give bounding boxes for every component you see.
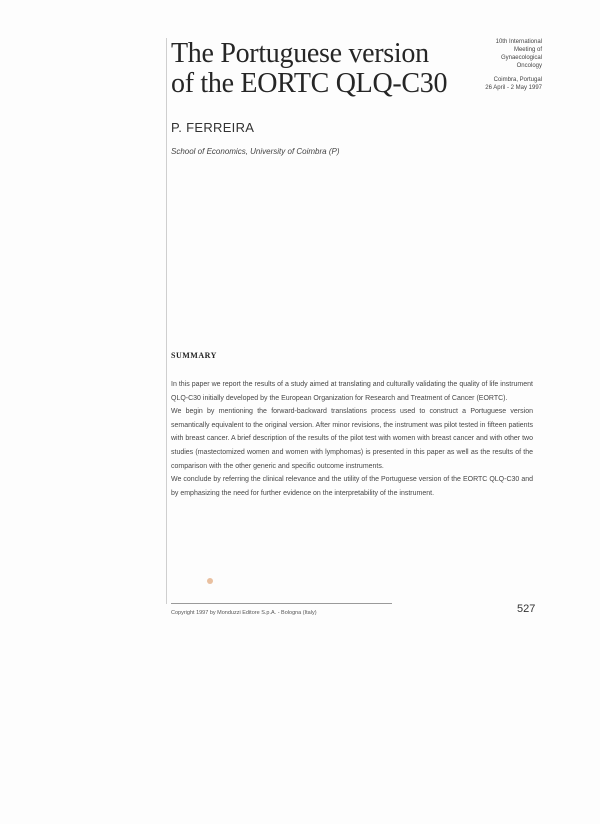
- article-title: [171, 39, 471, 99]
- author-affiliation: School of Economics, University of Coimbra (P): [171, 147, 340, 156]
- author-name: P. FERREIRA: [171, 120, 255, 135]
- summary-paragraph-2: We begin by mentioning the forward-backward translations process used to construct a Portuguese version semantically equivalent to the original version. After minor revisions, the instrument was pilot tested in fifteen patients with breast cancer. A brief description of the results of the pilot test with women with breast cancer and with other two studies (mastectomized women and women with lymphomas) is presented in this paper as well as the results of the comparison with the other generic and specific outcome instruments.: [171, 408, 533, 470]
- summary-paragraph-3: We conclude by referring the clinical relevance and the utility of the Portuguese version of the EORTC QLQ-C30 and by emphasizing the need for further evidence on the interpretability of the instrument.: [171, 476, 533, 497]
- summary-paragraph-1: In this paper we report the results of a study aimed at translating and culturally validating the quality of life instrument QLQ-C30 initially developed by the European Organization for Research and Treatment of Cancer (EORTC).: [171, 381, 533, 402]
- page-number: 527: [517, 603, 536, 615]
- conference-line-3: Gynaecological: [500, 55, 542, 61]
- article-title-line-1: The Portuguese version: [171, 38, 429, 69]
- conference-info: [468, 38, 542, 92]
- margin-rule: [166, 38, 167, 604]
- footer-rule: [171, 603, 392, 604]
- conference-line-2: Meeting of: [513, 47, 542, 53]
- copyright-notice: Copyright 1997 by Monduzzi Editore S.p.A. - Bologna (Italy): [171, 610, 317, 616]
- conference-line-4: Oncology: [516, 63, 542, 69]
- ink-smudge: [207, 578, 213, 584]
- summary-body: [171, 378, 533, 500]
- conference-line-1: 10th International: [495, 39, 542, 45]
- summary-heading: SUMMARY: [171, 351, 217, 360]
- conference-dates: 26 April - 2 May 1997: [485, 85, 542, 91]
- article-title-line-2: of the EORTC QLQ-C30: [171, 68, 448, 99]
- conference-location: Coimbra, Portugal: [493, 77, 542, 83]
